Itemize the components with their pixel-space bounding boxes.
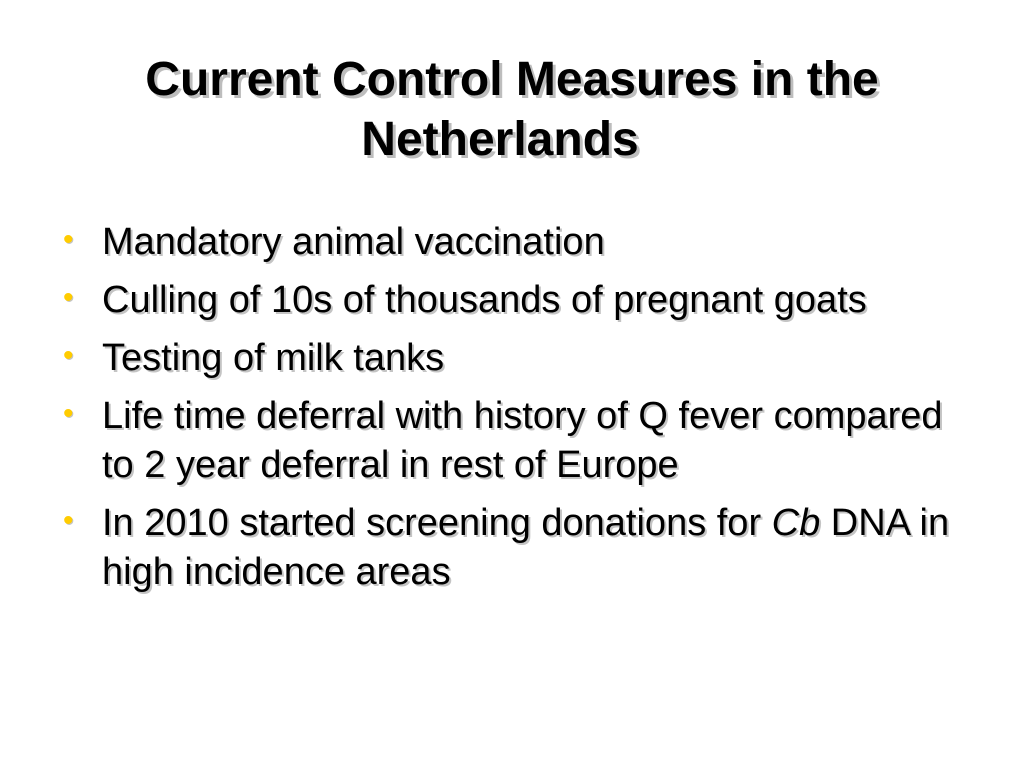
- bullet-item-vaccination: [60, 218, 980, 267]
- bullet-text-end: DNA in high incidence areas: [102, 502, 950, 593]
- slide-title-line-1: Current Control Measures in the: [145, 53, 879, 106]
- bullet-dot-icon: •: [63, 223, 74, 256]
- bullet-dot-icon: •: [63, 339, 74, 372]
- bullet-text: Life time deferral with history of Q fever compared to 2 year deferral in rest of Europe: [102, 395, 943, 486]
- bullet-text-start: In 2010 started screening donations for: [102, 502, 772, 544]
- bullet-item-screening: [60, 499, 980, 597]
- bullet-text-italic: Cb: [771, 502, 821, 544]
- bullet-text: Testing of milk tanks: [102, 337, 445, 379]
- bullet-text: Mandatory animal vaccination: [102, 221, 605, 263]
- slide-title-line-2: Netherlands: [361, 113, 639, 166]
- bullet-item-culling: [60, 276, 980, 325]
- slide-title: [40, 50, 984, 170]
- bullet-dot-icon: •: [63, 504, 74, 537]
- bullet-dot-icon: •: [63, 397, 74, 430]
- bullet-list: [60, 218, 980, 606]
- bullet-item-deferral: [60, 392, 980, 490]
- bullet-text: Culling of 10s of thousands of pregnant goats: [102, 279, 867, 321]
- bullet-item-milk-testing: [60, 334, 980, 383]
- bullet-dot-icon: •: [63, 281, 74, 314]
